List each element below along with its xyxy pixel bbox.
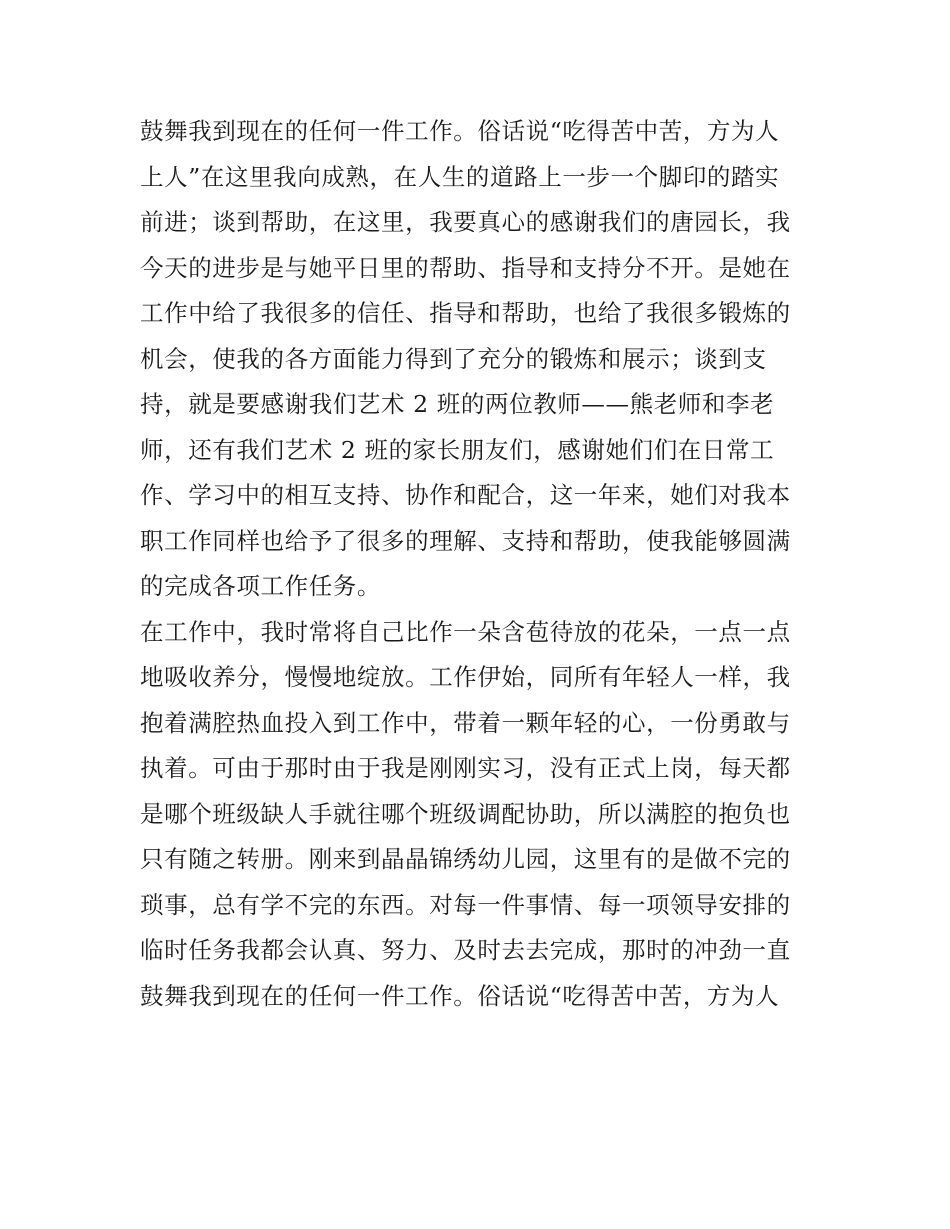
- text-line: 只有随之转册。刚来到晶晶锦绣幼儿园，这里有的是做不完的: [140, 845, 791, 873]
- text-line: 前进；谈到帮助，在这里，我要真心的感谢我们的唐园长，我: [140, 208, 791, 236]
- text-line: 上人”在这里我向成熟，在人生的道路上一步一个脚印的踏实: [140, 162, 780, 191]
- text-line: 琐事，总有学不完的东西。对每一件事情、每一项领导安排的: [140, 890, 791, 919]
- text-line: 的完成各项工作任务。: [140, 572, 381, 600]
- text-line: 机会，使我的各方面能力得到了充分的锻炼和展示；谈到支: [140, 344, 767, 373]
- text-line: 抱着满腔热血投入到工作中，带着一颗年轻的心，一份勇敢与: [140, 708, 791, 737]
- text-line: 鼓舞我到现在的任何一件工作。俗话说“吃得苦中苦，方为人: [140, 981, 780, 1010]
- text-line: 工作中给了我很多的信任、指导和帮助，也给了我很多锻炼的: [140, 299, 791, 327]
- text-line: 持，就是要感谢我们艺术 2 班的两位教师——熊老师和李老: [140, 390, 775, 418]
- text-line: 执着。可由于那时由于我是刚刚实习，没有正式上岗，每天都: [140, 754, 791, 782]
- body-text: [140, 109, 820, 1019]
- text-line: 鼓舞我到现在的任何一件工作。俗话说“吃得苦中苦，方为人: [140, 117, 780, 145]
- text-line: 今天的进步是与她平日里的帮助、指导和支持分不开。是她在: [140, 253, 791, 282]
- text-line: 在工作中，我时常将自己比作一朵含苞待放的花朵，一点一点: [140, 617, 791, 646]
- text-line: 师，还有我们艺术 2 班的家长朋友们，感谢她们们在日常工: [140, 435, 775, 464]
- text-line: 是哪个班级缺人手就往哪个班级调配协助，所以满腔的抱负也: [140, 799, 791, 828]
- text-line: 职工作同样也给予了很多的理解、支持和帮助，使我能够圆满: [140, 526, 791, 555]
- text-line: 地吸收养分，慢慢地绽放。工作伊始，同所有年轻人一样，我: [140, 663, 791, 691]
- text-line: 临时任务我都会认真、努力、及时去去完成，那时的冲劲一直: [140, 936, 791, 964]
- text-line: 作、学习中的相互支持、协作和配合，这一年来，她们对我本: [140, 481, 791, 509]
